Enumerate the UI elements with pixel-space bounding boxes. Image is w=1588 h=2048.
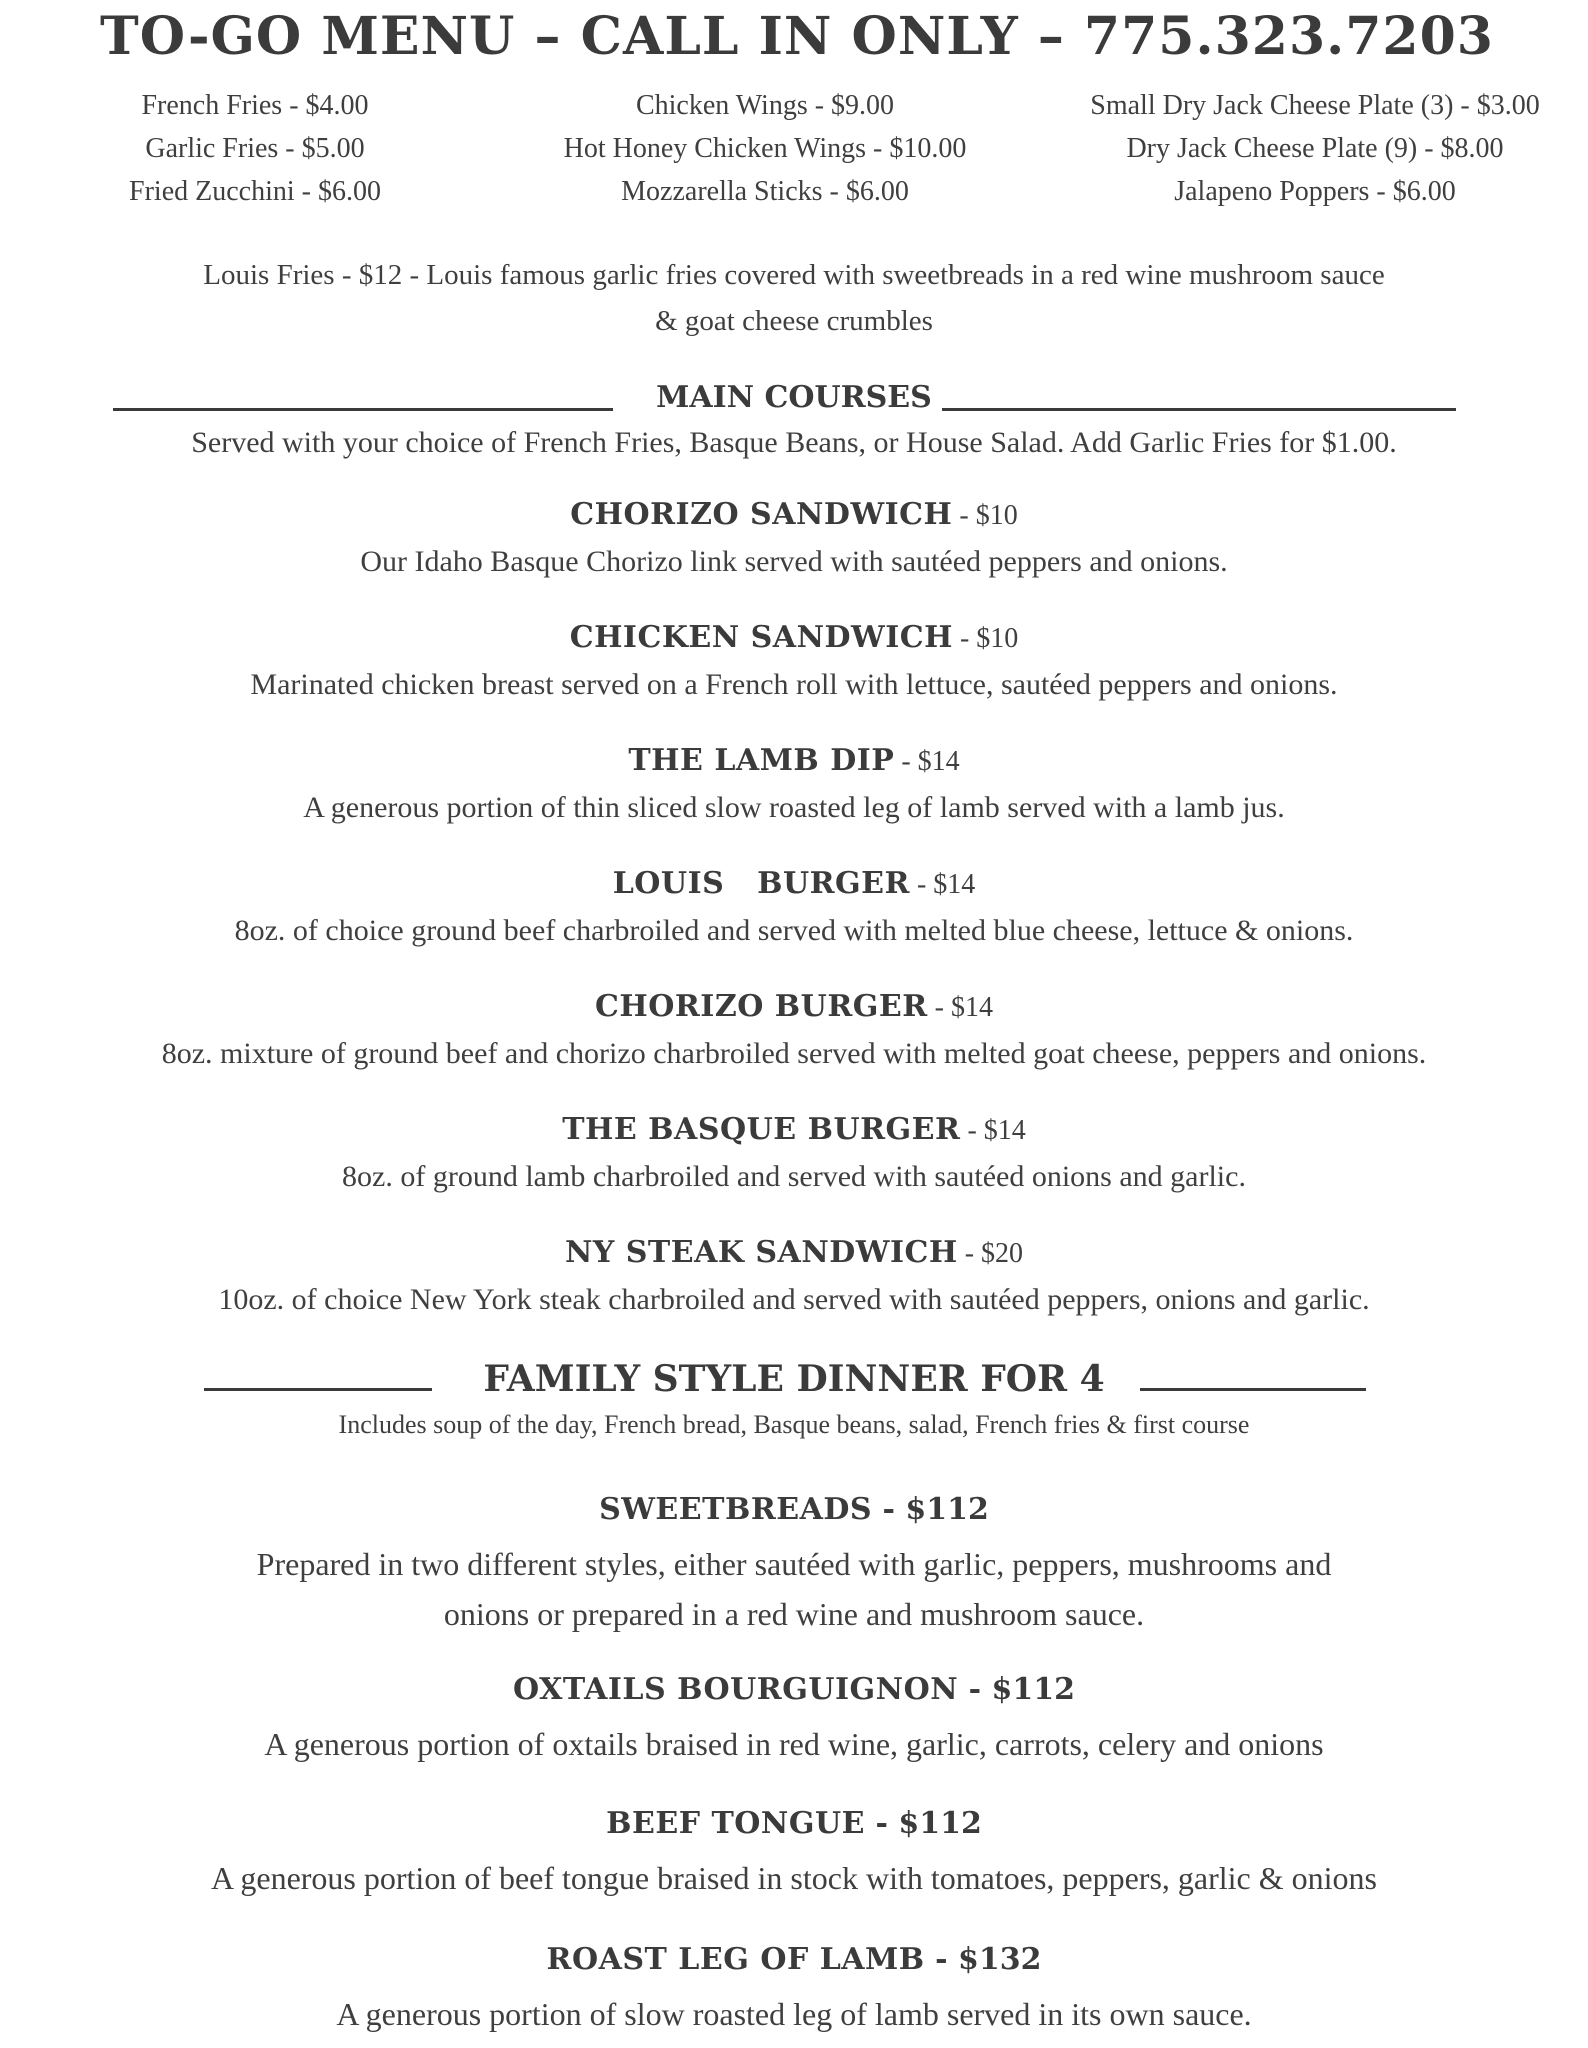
menu-item-description: 8oz. mixture of ground beef and chorizo charbroiled served with melted goat cheese, peppers and onions. bbox=[161, 1037, 1427, 1070]
menu-item-description bbox=[0, 1539, 1588, 1639]
main-courses-title: MAIN COURSES bbox=[656, 380, 932, 415]
description-line: onions or prepared in a red wine and mushroom sauce. bbox=[443, 1596, 1145, 1632]
menu-item-description bbox=[0, 1989, 1588, 2039]
menu-item bbox=[0, 984, 1588, 1107]
menu-item-name: BEEF TONGUE bbox=[606, 1806, 865, 1841]
menu-item-description: Marinated chicken breast served on a French roll with lettuce, sautéed peppers and onions. bbox=[250, 668, 1338, 701]
menu-item bbox=[0, 615, 1588, 738]
menu-item-price: - $112 bbox=[958, 1672, 1075, 1707]
menu-item-name: THE LAMB DIP bbox=[628, 743, 895, 778]
menu-item-name: LOUIS BURGER bbox=[612, 866, 910, 901]
description-line: A generous portion of slow roasted leg of lamb served in its own sauce. bbox=[336, 1996, 1252, 2032]
starter-item: Dry Jack Cheese Plate (9) - $8.00 bbox=[1126, 133, 1504, 164]
description-line: Prepared in two different styles, either sautéed with garlic, peppers, mushrooms and bbox=[256, 1546, 1332, 1582]
menu-item bbox=[0, 492, 1588, 615]
menu-item-name: OXTAILS BOURGUIGNON bbox=[513, 1672, 959, 1707]
menu-title: TO-GO MENU – CALL IN ONLY – 775.323.7203 bbox=[100, 6, 1494, 67]
menu-item-description bbox=[0, 1719, 1588, 1769]
menu-item bbox=[0, 738, 1588, 861]
menu-item-description: 8oz. of choice ground beef charbroiled and served with melted blue cheese, lettuce & onions. bbox=[234, 914, 1354, 947]
starters-section bbox=[0, 84, 1588, 214]
menu-item-name: CHORIZO SANDWICH bbox=[570, 497, 953, 532]
menu-item-price: - $14 bbox=[960, 1115, 1026, 1146]
louis-fries-line-2: & goat cheese crumbles bbox=[655, 305, 933, 337]
starter-item: Fried Zucchini - $6.00 bbox=[129, 176, 381, 207]
family-menu-item bbox=[0, 1800, 1588, 1936]
starter-item: Small Dry Jack Cheese Plate (3) - $3.00 bbox=[1090, 90, 1540, 121]
menu-item-price: - $10 bbox=[952, 623, 1019, 654]
menu-item-price: - $14 bbox=[894, 746, 960, 777]
family-menu-item bbox=[0, 1666, 1588, 1800]
heading-rule-right bbox=[1140, 1388, 1366, 1391]
starter-item: French Fries - $4.00 bbox=[141, 90, 369, 121]
menu-item-price: - $10 bbox=[952, 500, 1018, 531]
louis-fries-description bbox=[0, 252, 1588, 344]
family-menu-item bbox=[0, 1936, 1588, 2046]
menu-item-description: 10oz. of choice New York steak charbroiled and served with sautéed peppers, onions and garlic. bbox=[218, 1283, 1370, 1316]
menu-item-price: - $112 bbox=[872, 1492, 989, 1527]
family-style-heading bbox=[0, 1358, 1588, 1404]
menu-item bbox=[0, 1230, 1588, 1353]
starter-item: Jalapeno Poppers - $6.00 bbox=[1174, 176, 1456, 207]
menu-item-name: NY STEAK SANDWICH bbox=[564, 1235, 958, 1270]
family-includes-note: Includes soup of the day, French bread, Basque beans, salad, French fries & first course bbox=[338, 1410, 1250, 1439]
description-line: A generous portion of oxtails braised in red wine, garlic, carrots, celery and onions bbox=[264, 1726, 1324, 1762]
louis-fries-line-1: Louis Fries - $12 - Louis famous garlic fries covered with sweetbreads in a red wine mushroom sauce bbox=[203, 259, 1385, 291]
description-line: A generous portion of beef tongue braised in stock with tomatoes, peppers, garlic & onions bbox=[211, 1860, 1377, 1896]
menu-item-price: - $112 bbox=[865, 1806, 982, 1841]
menu-item bbox=[0, 861, 1588, 984]
menu-item-description: 8oz. of ground lamb charbroiled and served with sautéed onions and garlic. bbox=[342, 1160, 1246, 1193]
starters-column-1 bbox=[80, 84, 430, 213]
main-courses-list bbox=[0, 492, 1588, 1353]
starters-column-2 bbox=[540, 84, 990, 213]
menu-item-price: - $132 bbox=[924, 1942, 1042, 1977]
heading-rule-right bbox=[942, 408, 1456, 411]
menu-item-name: THE BASQUE BURGER bbox=[562, 1112, 961, 1147]
menu-item-name: ROAST LEG OF LAMB bbox=[546, 1942, 925, 1977]
menu-item-name: SWEETBREADS bbox=[599, 1492, 873, 1527]
starter-item: Garlic Fries - $5.00 bbox=[145, 133, 365, 164]
menu-item-price: - $20 bbox=[957, 1238, 1024, 1269]
menu-item bbox=[0, 1107, 1588, 1230]
menu-item-price: - $14 bbox=[927, 992, 993, 1023]
family-style-title: FAMILY STYLE DINNER FOR 4 bbox=[483, 1358, 1105, 1400]
main-courses-heading bbox=[0, 378, 1588, 424]
starters-column-3 bbox=[1055, 84, 1575, 213]
family-style-list bbox=[0, 1486, 1588, 2046]
starter-item: Mozzarella Sticks - $6.00 bbox=[621, 176, 909, 207]
menu-item-price: - $14 bbox=[909, 869, 976, 900]
menu-item-description: A generous portion of thin sliced slow roasted leg of lamb served with a lamb jus. bbox=[303, 791, 1285, 824]
starter-item: Chicken Wings - $9.00 bbox=[635, 90, 895, 121]
menu-item-description: Our Idaho Basque Chorizo link served with sautéed peppers and onions. bbox=[360, 545, 1228, 578]
menu-item-name: CHICKEN SANDWICH bbox=[569, 620, 953, 655]
starter-item: Hot Honey Chicken Wings - $10.00 bbox=[563, 133, 967, 164]
family-menu-item bbox=[0, 1486, 1588, 1666]
menu-item-name: CHORIZO BURGER bbox=[595, 989, 928, 1024]
served-with-note: Served with your choice of French Fries, Basque Beans, or House Salad. Add Garlic Fries for $1.00. bbox=[191, 426, 1397, 459]
menu-item-description bbox=[0, 1853, 1588, 1903]
